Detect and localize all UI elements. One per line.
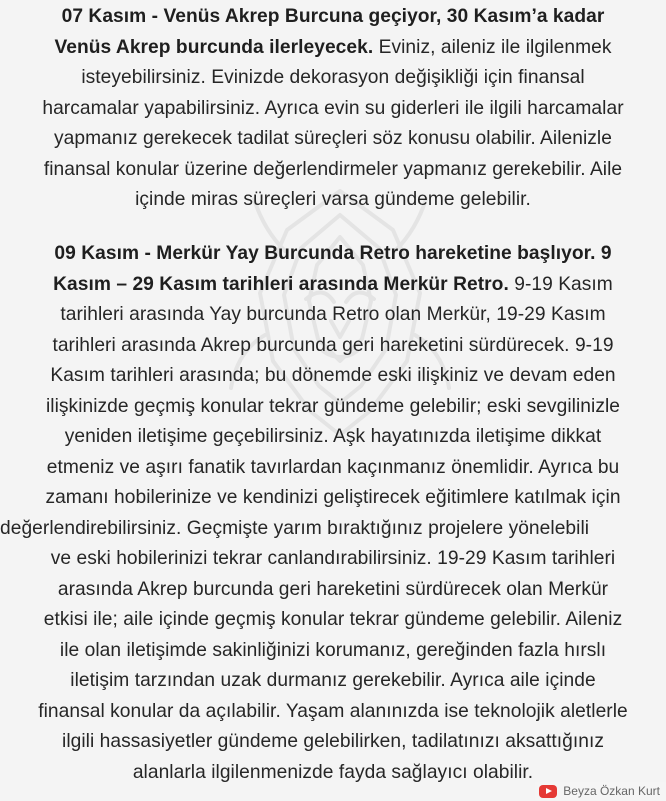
body-line: etmeniz ve aşırı fanatik tavırlardan kaçınmanız önemlidir. Ayrıca bu xyxy=(46,456,620,478)
paragraph-venus-transit xyxy=(0,2,666,216)
body-line: isteyebilirsiniz. Evinizde dekorasyon değişikliği için finansal xyxy=(81,67,585,88)
body-line: Kasım tarihleri arasında; bu dönemde eski ilişkiniz ve devam eden xyxy=(50,365,616,386)
heading-line: 09 Kasım - Merkür Yay Burcunda Retro hareketine başlıyor. 9 xyxy=(54,243,612,264)
author-signature xyxy=(535,782,666,800)
body-text-fragment: 9-19 Kasım xyxy=(514,273,613,295)
body-line: zamanı hobilerinize ve kendinizi geliştirecek eğitimlere katılmak için xyxy=(45,487,621,508)
heading-line: Venüs Akrep burcunda ilerleyecek. xyxy=(54,36,374,58)
body-line: tarihleri arasında Akrep burcunda geri hareketini sürdürecek. 9-19 xyxy=(52,334,614,356)
body-line: ilgili hassasiyetler gündeme gelebilirken, tadilatınızı aksattığınız xyxy=(62,731,604,752)
youtube-play-icon xyxy=(539,785,557,798)
body-line: içinde miras süreçleri varsa gündeme gelebilir. xyxy=(135,189,531,210)
body-line: yeniden iletişime geçebilirsiniz. Aşk hayatınızda iletişime dikkat xyxy=(64,426,602,447)
heading-with-body-line xyxy=(0,33,666,64)
body-line: tarihleri arasında Yay burcunda Retro olan Merkür, 19-29 Kasım xyxy=(60,304,606,325)
heading-line: 07 Kasım - Venüs Akrep Burcuna geçiyor, 30 Kasım’a kadar xyxy=(61,6,605,27)
body-line: alanlarla ilgilenmenizde fayda sağlayıcı olabilir. xyxy=(132,761,534,783)
body-line: ile olan iletişimde sakinliğinizi korumanız, gereğinden fazla hırslı xyxy=(59,639,607,661)
paragraph-mercury-retrograde xyxy=(0,239,666,788)
body-line: iletişim tarzından uzak durmanız gerekebilir. Ayrıca aile içinde xyxy=(70,670,596,691)
body-line: etkisi ile; aile içinde geçmiş konular tekrar gündeme gelebilir. Aileniz xyxy=(43,609,623,630)
heading-with-body-line xyxy=(0,270,666,301)
heading-line: Kasım – 29 Kasım tarihleri arasında Merkür Retro. xyxy=(53,273,509,295)
body-line: finansal konular üzerine değerlendirmeler yapmanız gerekebilir. Aile xyxy=(43,158,623,180)
body-line: değerlendirebilirsiniz. Geçmişte yarım bıraktığınız projelere yönelebili xyxy=(0,517,590,539)
body-text-fragment: Eviniz, aileniz ile ilgilenmek xyxy=(378,36,612,58)
body-line: arasında Akrep burcunda geri hareketini sürdürecek olan Merkür xyxy=(57,578,609,600)
body-line: ve eski hobilerinizi tekrar canlandırabilirsiniz. 19-29 Kasım tarihleri xyxy=(50,548,616,569)
body-line: harcamalar yapabilirsiniz. Ayrıca evin su giderleri ile ilgili harcamalar xyxy=(42,97,624,119)
body-line: finansal konular da açılabilir. Yaşam alanınızda ise teknolojik aletlerle xyxy=(38,700,628,722)
body-line: ilişkinizde geçmiş konular tekrar gündeme gelebilir; eski sevgilinizle xyxy=(45,395,621,417)
signature-text: Beyza Özkan Kurt xyxy=(563,784,660,798)
body-line: yapmanız gerekecek tadilat süreçleri söz konusu olabilir. Ailenizle xyxy=(54,128,612,149)
